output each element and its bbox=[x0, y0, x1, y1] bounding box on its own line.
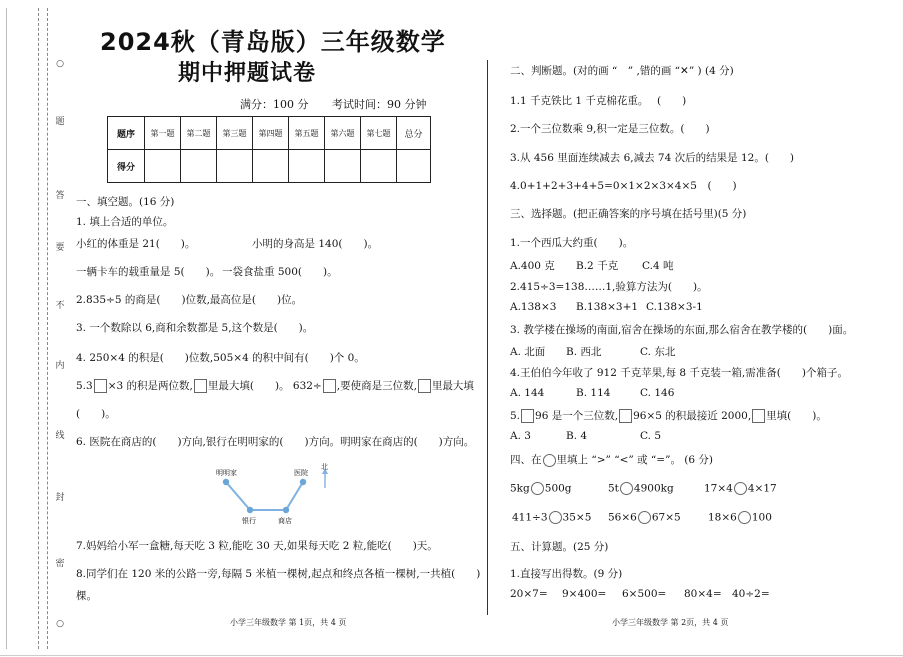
score-table-col: 第二题 bbox=[181, 117, 217, 150]
compare-circle-icon bbox=[543, 454, 556, 467]
choice-2: 2.415÷3=138……1,验算方法为( )。 bbox=[510, 281, 708, 293]
score-cell bbox=[325, 150, 361, 183]
compare-item bbox=[512, 511, 591, 524]
q5-text: ,要使商是三位数, bbox=[336, 380, 417, 392]
choice-3-option: C. 东北 bbox=[640, 346, 676, 358]
choice-5-option: C. 5 bbox=[640, 430, 662, 442]
full-score: 满分：100 分 bbox=[240, 98, 309, 111]
section4-text: 四、在 bbox=[510, 454, 542, 466]
score-table-col: 第四题 bbox=[253, 117, 289, 150]
q5-text: 里最大填 bbox=[431, 380, 474, 392]
score-table-col: 总分 bbox=[397, 117, 431, 150]
binding-line-inner bbox=[47, 8, 48, 649]
choice-4-option: B. 114 bbox=[576, 387, 611, 399]
compare-right: 4×17 bbox=[747, 482, 777, 495]
binding-word: 密 bbox=[55, 559, 65, 569]
section4-title bbox=[510, 452, 713, 467]
score-table-col: 第七题 bbox=[361, 117, 397, 150]
score-cell bbox=[145, 150, 181, 183]
binding-word: 答 bbox=[55, 191, 65, 201]
compare-left: 18×6 bbox=[708, 511, 737, 524]
binding-circle: ○ bbox=[56, 59, 64, 69]
calc-item: 80×4= bbox=[684, 588, 722, 600]
compare-right: 100 bbox=[751, 511, 772, 524]
binding-strip bbox=[0, 0, 68, 657]
judge-2: 2.一个三位数乘 9,积一定是三位数。( ) bbox=[510, 123, 710, 135]
page-footer-right: 小学三年级数学 第 2页，共 4 页 bbox=[612, 618, 729, 627]
binding-word: 要 bbox=[55, 243, 65, 253]
compare-left: 5t bbox=[608, 482, 619, 495]
map-label-shop: 商店 bbox=[278, 517, 292, 525]
score-cell bbox=[289, 150, 325, 183]
answer-box bbox=[619, 409, 632, 423]
page-footer-left: 小学三年级数学 第 1页，共 4 页 bbox=[230, 618, 347, 627]
q5 bbox=[76, 378, 474, 393]
q5-text: 里最大填( )。 632÷ bbox=[207, 380, 322, 392]
choice-5-text: 96×5 的积最接近 2000, bbox=[633, 410, 752, 422]
choice-5-option: B. 4 bbox=[566, 430, 588, 442]
choice-4-option: C. 146 bbox=[640, 387, 675, 399]
direction-map bbox=[198, 462, 348, 532]
choice-5-option: A. 3 bbox=[510, 430, 531, 442]
calc-item: 9×400= bbox=[562, 588, 607, 600]
calc-item: 40÷2= bbox=[732, 588, 770, 600]
compare-circle-icon bbox=[638, 511, 651, 524]
choice-3-option: B. 西北 bbox=[566, 346, 602, 358]
map-label-bank: 银行 bbox=[242, 517, 256, 525]
q1d: 一袋食盐重 500( )。 bbox=[222, 266, 338, 278]
choice-1-option: C.4 吨 bbox=[642, 260, 674, 272]
exam-time: 考试时间：90 分钟 bbox=[332, 98, 427, 111]
score-cell bbox=[397, 150, 431, 183]
choice-3: 3. 教学楼在操场的南面,宿舍在操场的东面,那么宿舍在教学楼的( )面。 bbox=[510, 324, 854, 336]
route-line bbox=[226, 482, 303, 510]
binding-word: 不 bbox=[55, 301, 65, 311]
choice-4: 4.王伯伯今年收了 912 千克苹果,每 8 千克装一箱,需准备( )个箱子。 bbox=[510, 367, 848, 379]
answer-box bbox=[194, 379, 207, 393]
shop-point bbox=[283, 507, 289, 513]
score-table-col: 第一题 bbox=[145, 117, 181, 150]
choice-5-text: 里填( )。 bbox=[766, 410, 827, 422]
q5-continued: ( )。 bbox=[76, 408, 116, 420]
q1a: 小红的体重是 21( )。 bbox=[76, 238, 196, 250]
compare-left: 411÷3 bbox=[512, 511, 548, 524]
q8: 8.同学们在 120 米的公路一旁,每隔 5 米植一棵树,起点和终点各植一棵树,一共植( ) bbox=[76, 568, 481, 580]
score-table-col: 第六题 bbox=[325, 117, 361, 150]
compare-item bbox=[704, 482, 777, 495]
map-label-north: 北 bbox=[321, 463, 328, 471]
binding-word: 线 bbox=[55, 431, 65, 441]
score-table-col: 第五题 bbox=[289, 117, 325, 150]
compare-item bbox=[608, 482, 674, 495]
section3-title: 三、选择题。(把正确答案的序号填在括号里)(5 分) bbox=[510, 208, 747, 220]
score-cell bbox=[181, 150, 217, 183]
hospital-point bbox=[300, 479, 306, 485]
compare-right: 4900kg bbox=[633, 482, 674, 495]
answer-box bbox=[323, 379, 336, 393]
q1b: 小明的身高是 140( )。 bbox=[252, 238, 379, 250]
compare-right: 500g bbox=[544, 482, 572, 495]
q4: 4. 250×4 的积是( )位数,505×4 的积中间有( )个 0。 bbox=[76, 352, 365, 364]
score-cell bbox=[253, 150, 289, 183]
score-table-row-label: 得分 bbox=[108, 150, 145, 183]
score-table bbox=[107, 116, 431, 183]
answer-box bbox=[94, 379, 107, 393]
judge-3: 3.从 456 里面连续减去 6,减去 74 次后的结果是 12。( ) bbox=[510, 152, 795, 164]
compare-right: 67×5 bbox=[651, 511, 681, 524]
choice-2-option: B.138×3+1 bbox=[576, 301, 639, 313]
compare-right: 35×5 bbox=[562, 511, 592, 524]
home-point bbox=[223, 479, 229, 485]
choice-3-option: A. 北面 bbox=[510, 346, 546, 358]
choice-2-option: C.138×3-1 bbox=[646, 301, 703, 313]
score-table-score-row bbox=[108, 150, 431, 183]
binding-line-outer bbox=[38, 8, 39, 649]
judge-4: 4.0+1+2+3+4+5=0×1×2×3×4×5 ( ) bbox=[510, 180, 737, 192]
choice-5-text: 5. bbox=[510, 410, 521, 422]
calc-item: 6×500= bbox=[622, 588, 667, 600]
compare-circle-icon bbox=[620, 482, 633, 495]
section4-text: 里填上 “>” “<” 或 “=”。 (6 分) bbox=[556, 454, 713, 466]
q1c: 一辆卡车的载重量是 5( )。 bbox=[76, 266, 221, 278]
section5-title: 五、计算题。(25 分) bbox=[510, 541, 609, 553]
q5-text: 5.3 bbox=[76, 380, 93, 392]
compare-left: 56×6 bbox=[608, 511, 637, 524]
section1-title: 一、填空题。(16 分) bbox=[76, 196, 175, 208]
exam-title-line2: 期中押题试卷 bbox=[178, 61, 317, 86]
compare-item bbox=[708, 511, 772, 524]
answer-box bbox=[752, 409, 765, 423]
q5-text: ×3 的积是两位数, bbox=[107, 380, 193, 392]
choice-1: 1.一个西瓜大约重( )。 bbox=[510, 237, 634, 249]
exam-title-line1: 2024秋（青岛版）三年级数学 bbox=[100, 28, 446, 56]
q2: 2.835÷5 的商是( )位数,最高位是( )位。 bbox=[76, 294, 303, 306]
answer-box bbox=[521, 409, 534, 423]
calc-subtitle: 1.直接写出得数。(9 分) bbox=[510, 568, 623, 580]
choice-5-text: 96 是一个三位数, bbox=[535, 410, 619, 422]
calc-item: 20×7= bbox=[510, 588, 548, 600]
choice-1-option: A.400 克 bbox=[510, 260, 555, 272]
choice-2-option: A.138×3 bbox=[510, 301, 557, 313]
page-bottom-edge bbox=[0, 655, 903, 656]
answer-box bbox=[418, 379, 431, 393]
compare-circle-icon bbox=[738, 511, 751, 524]
score-cell bbox=[361, 150, 397, 183]
compare-item bbox=[608, 511, 681, 524]
compare-left: 5kg bbox=[510, 482, 530, 495]
q3: 3. 一个数除以 6,商和余数都是 5,这个数是( )。 bbox=[76, 322, 314, 334]
choice-4-option: A. 144 bbox=[510, 387, 545, 399]
binding-circle: ○ bbox=[56, 619, 64, 629]
choice-1-option: B.2 千克 bbox=[576, 260, 619, 272]
q6: 6. 医院在商店的( )方向,银行在明明家的( )方向。明明家在商店的( )方向。 bbox=[76, 436, 475, 448]
choice-5 bbox=[510, 408, 827, 423]
compare-left: 17×4 bbox=[704, 482, 733, 495]
score-table-header-row bbox=[108, 117, 431, 150]
compare-circle-icon bbox=[531, 482, 544, 495]
q1: 1. 填上合适的单位。 bbox=[76, 216, 174, 228]
binding-word: 封 bbox=[55, 493, 65, 503]
q8-continued: 棵。 bbox=[76, 590, 97, 602]
compare-circle-icon bbox=[549, 511, 562, 524]
score-table-col: 第三题 bbox=[217, 117, 253, 150]
map-label-home: 明明家 bbox=[216, 469, 237, 477]
compare-circle-icon bbox=[734, 482, 747, 495]
q7: 7.妈妈给小军一盒糖,每天吃 3 粒,能吃 30 天,如果每天吃 2 粒,能吃( )天。 bbox=[76, 540, 438, 552]
section2-title: 二、判断题。(对的画 “ ” ,错的画 “✕” ) (4 分) bbox=[510, 65, 734, 77]
bank-point bbox=[247, 507, 253, 513]
column-divider bbox=[487, 60, 488, 615]
score-cell bbox=[217, 150, 253, 183]
binding-edge bbox=[6, 8, 7, 649]
compare-item bbox=[510, 482, 572, 495]
score-table-row-label: 题序 bbox=[108, 117, 145, 150]
map-label-hospital: 医院 bbox=[294, 469, 308, 477]
binding-word: 题 bbox=[55, 117, 65, 127]
binding-word: 内 bbox=[55, 361, 65, 371]
judge-1: 1.1 千克铁比 1 千克棉花重。 ( ) bbox=[510, 95, 687, 107]
